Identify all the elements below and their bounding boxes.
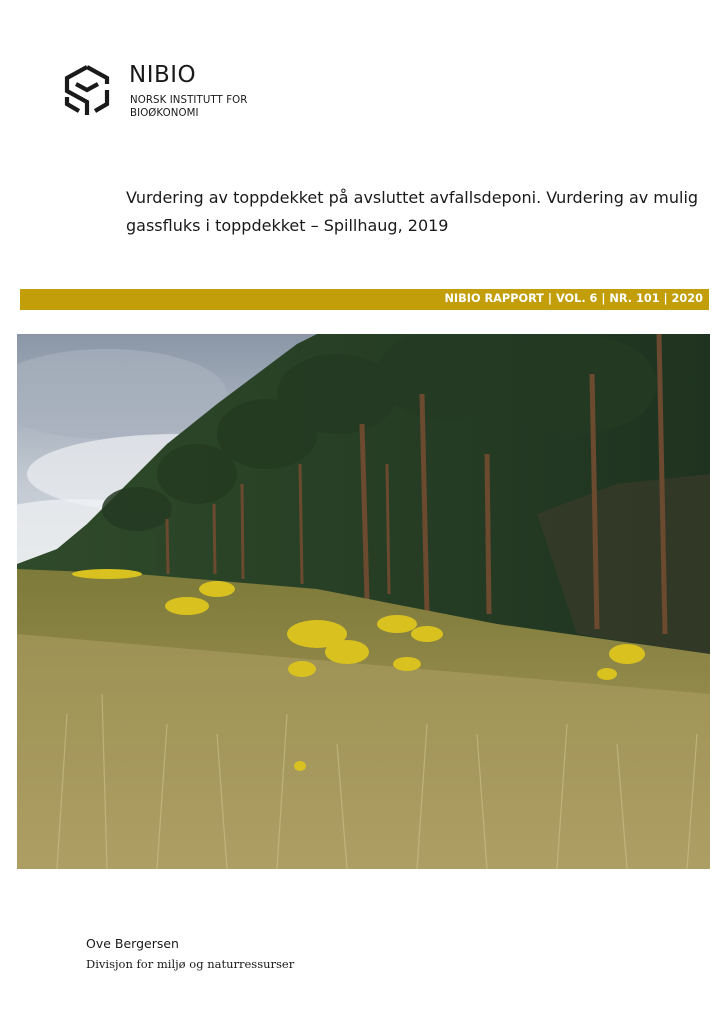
cover-photo — [17, 334, 710, 869]
logo-subtitle-line1: NORSK INSTITUTT FOR — [130, 95, 248, 106]
report-title: Vurdering av toppdekket på avsluttet avfallsdeponi. Vurdering av mulig gassfluks i toppdekket – Spillhaug, 2019 — [126, 188, 699, 235]
logo-subtitle-line2: BIOØKONOMI — [130, 107, 199, 119]
report-band — [20, 289, 709, 310]
report-band-text: NIBIO RAPPORT | VOL. 6 | NR. 101 | 2020 — [444, 292, 703, 305]
landscape-photo — [17, 334, 710, 869]
author-name: Ove Bergersen — [86, 936, 179, 951]
division-name: Divisjon for miljø og naturressurser — [86, 957, 295, 971]
nibio-logo — [62, 62, 248, 122]
logo-subtitle — [130, 95, 260, 120]
logo-name: NIBIO — [129, 62, 197, 88]
nibio-logo-icon — [62, 64, 112, 118]
